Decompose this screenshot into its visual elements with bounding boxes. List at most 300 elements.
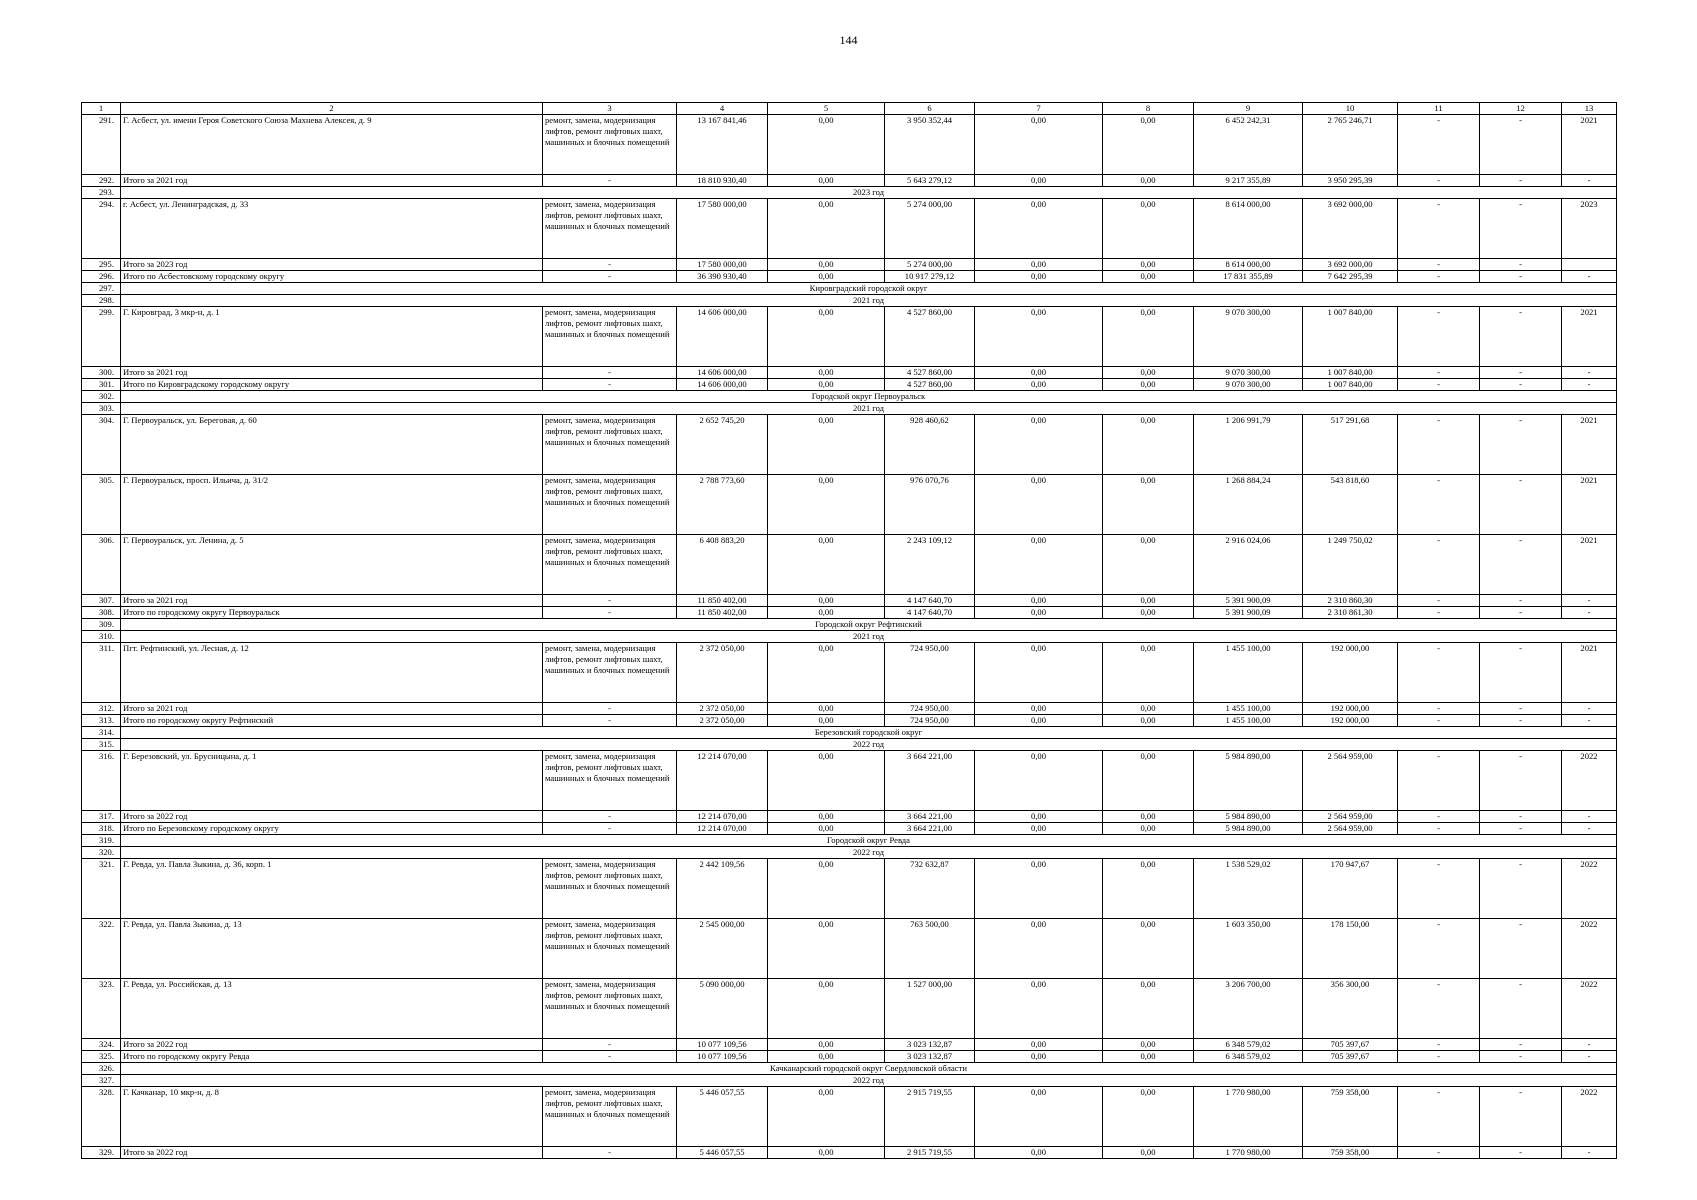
value-cell-c11: -	[1398, 919, 1480, 979]
work-type-cell: ремонт, замена, модернизация лифтов, ремонт лифтовых шахт, машинных и блочных помещений	[543, 859, 677, 919]
value-cell-c13: -	[1562, 175, 1617, 187]
value-cell-c11: -	[1398, 259, 1480, 271]
value-cell-c6: 724 950,00	[885, 715, 975, 727]
value-cell-c5: 0,00	[768, 979, 885, 1039]
value-cell-c9: 1 455 100,00	[1194, 715, 1303, 727]
value-cell-c4: 2 372 050,00	[677, 703, 768, 715]
value-cell-c12: -	[1480, 259, 1562, 271]
value-cell-c7: 0,00	[975, 367, 1103, 379]
value-cell-c4: 12 214 070,00	[677, 751, 768, 811]
value-cell-c11: -	[1398, 1087, 1480, 1147]
value-cell-c4: 14 606 000,00	[677, 379, 768, 391]
value-cell-c7: 0,00	[975, 199, 1103, 259]
work-type-cell: -	[543, 715, 677, 727]
col-header: 5	[768, 103, 885, 115]
value-cell-c10: 7 642 295,39	[1303, 271, 1398, 283]
value-cell-c6: 2 243 109,12	[885, 535, 975, 595]
value-cell-c5: 0,00	[768, 1039, 885, 1051]
work-type-cell: -	[543, 1147, 677, 1159]
section-row	[82, 835, 1617, 847]
value-cell-c8: 0,00	[1103, 475, 1194, 535]
value-cell-c10: 759 358,00	[1303, 1087, 1398, 1147]
section-row	[82, 187, 1617, 199]
value-cell-c11: -	[1398, 811, 1480, 823]
row-number: 312.	[82, 703, 121, 715]
value-cell-c8: 0,00	[1103, 823, 1194, 835]
value-cell-c5: 0,00	[768, 259, 885, 271]
table-row	[82, 199, 1617, 259]
value-cell-c4: 5 446 057,55	[677, 1147, 768, 1159]
total-label: Итого по Березовскому городскому округу	[121, 823, 543, 835]
row-number: 301.	[82, 379, 121, 391]
value-cell-c11: -	[1398, 1051, 1480, 1063]
section-row	[82, 403, 1617, 415]
row-number: 321.	[82, 859, 121, 919]
value-cell-c13: -	[1562, 715, 1617, 727]
address-cell: Г. Асбест, ул. имени Героя Советского Союза Махнева Алексея, д. 9	[121, 115, 543, 175]
value-cell-c13: -	[1562, 703, 1617, 715]
row-number: 314.	[82, 727, 121, 739]
table-row	[82, 751, 1617, 811]
total-label: Итого за 2021 год	[121, 175, 543, 187]
work-type-cell: -	[543, 175, 677, 187]
row-number: 297.	[82, 283, 121, 295]
value-cell-c4: 36 390 930,40	[677, 271, 768, 283]
value-cell-c12: -	[1480, 811, 1562, 823]
row-number: 313.	[82, 715, 121, 727]
total-row	[82, 271, 1617, 283]
total-row	[82, 175, 1617, 187]
address-cell: Г. Ревда, ул. Павла Зыкина, д. 36, корп. 1	[121, 859, 543, 919]
value-cell-c8: 0,00	[1103, 415, 1194, 475]
work-type-cell: ремонт, замена, модернизация лифтов, ремонт лифтовых шахт, машинных и блочных помещений	[543, 1087, 677, 1147]
value-cell-c6: 724 950,00	[885, 703, 975, 715]
table-row	[82, 1087, 1617, 1147]
value-cell-c12: -	[1480, 1087, 1562, 1147]
value-cell-c9: 5 391 900,09	[1194, 607, 1303, 619]
value-cell-c9: 1 603 350,00	[1194, 919, 1303, 979]
value-cell-c11: -	[1398, 199, 1480, 259]
row-number: 292.	[82, 175, 121, 187]
value-cell-c9: 5 984 890,00	[1194, 823, 1303, 835]
value-cell-c6: 3 664 221,00	[885, 811, 975, 823]
value-cell-c6: 4 527 860,00	[885, 367, 975, 379]
value-cell-c8: 0,00	[1103, 1039, 1194, 1051]
value-cell-c7: 0,00	[975, 175, 1103, 187]
section-title: Кировградский городской округ	[121, 283, 1617, 295]
value-cell-c13: 2022	[1562, 1087, 1617, 1147]
value-cell-c4: 6 408 883,20	[677, 535, 768, 595]
value-cell-c6: 4 527 860,00	[885, 307, 975, 367]
value-cell-c8: 0,00	[1103, 715, 1194, 727]
value-cell-c4: 18 810 930,40	[677, 175, 768, 187]
value-cell-c5: 0,00	[768, 115, 885, 175]
table-row	[82, 415, 1617, 475]
total-row	[82, 259, 1617, 271]
row-number: 298.	[82, 295, 121, 307]
value-cell-c13: 2022	[1562, 751, 1617, 811]
address-cell: Г. Качканар, 10 мкр-н, д. 8	[121, 1087, 543, 1147]
work-type-cell: ремонт, замена, модернизация лифтов, ремонт лифтовых шахт, машинных и блочных помещений	[543, 199, 677, 259]
col-header: 4	[677, 103, 768, 115]
row-number: 304.	[82, 415, 121, 475]
value-cell-c10: 3 692 000,00	[1303, 259, 1398, 271]
table-row	[82, 919, 1617, 979]
value-cell-c7: 0,00	[975, 1051, 1103, 1063]
value-cell-c12: -	[1480, 271, 1562, 283]
value-cell-c9: 9 217 355,89	[1194, 175, 1303, 187]
value-cell-c8: 0,00	[1103, 751, 1194, 811]
value-cell-c7: 0,00	[975, 643, 1103, 703]
row-number: 302.	[82, 391, 121, 403]
row-number: 327.	[82, 1075, 121, 1087]
value-cell-c11: -	[1398, 595, 1480, 607]
total-row	[82, 367, 1617, 379]
value-cell-c12: -	[1480, 703, 1562, 715]
value-cell-c8: 0,00	[1103, 859, 1194, 919]
value-cell-c9: 1 455 100,00	[1194, 643, 1303, 703]
value-cell-c9: 5 984 890,00	[1194, 811, 1303, 823]
value-cell-c5: 0,00	[768, 175, 885, 187]
value-cell-c8: 0,00	[1103, 1051, 1194, 1063]
value-cell-c9: 17 831 355,89	[1194, 271, 1303, 283]
table-row	[82, 115, 1617, 175]
section-row	[82, 295, 1617, 307]
value-cell-c4: 14 606 000,00	[677, 367, 768, 379]
work-type-cell: ремонт, замена, модернизация лифтов, ремонт лифтовых шахт, машинных и блочных помещений	[543, 751, 677, 811]
row-number: 295.	[82, 259, 121, 271]
value-cell-c8: 0,00	[1103, 919, 1194, 979]
value-cell-c6: 763 500,00	[885, 919, 975, 979]
section-title: 2021 год	[121, 403, 1617, 415]
work-type-cell: ремонт, замена, модернизация лифтов, ремонт лифтовых шахт, машинных и блочных помещений	[543, 115, 677, 175]
total-label: Итого за 2023 год	[121, 259, 543, 271]
value-cell-c13: 2021	[1562, 475, 1617, 535]
value-cell-c13: -	[1562, 1051, 1617, 1063]
value-cell-c13: 2021	[1562, 307, 1617, 367]
value-cell-c12: -	[1480, 379, 1562, 391]
value-cell-c9: 9 070 300,00	[1194, 307, 1303, 367]
col-header: 6	[885, 103, 975, 115]
total-label: Итого за 2022 год	[121, 1039, 543, 1051]
section-row	[82, 739, 1617, 751]
row-number: 303.	[82, 403, 121, 415]
value-cell-c12: -	[1480, 115, 1562, 175]
value-cell-c5: 0,00	[768, 415, 885, 475]
work-type-cell: -	[543, 703, 677, 715]
total-label: Итого по Асбестовскому городскому округу	[121, 271, 543, 283]
value-cell-c13: -	[1562, 811, 1617, 823]
value-cell-c8: 0,00	[1103, 307, 1194, 367]
col-header: 8	[1103, 103, 1194, 115]
value-cell-c8: 0,00	[1103, 175, 1194, 187]
value-cell-c11: -	[1398, 367, 1480, 379]
value-cell-c10: 1 007 840,00	[1303, 379, 1398, 391]
section-row	[82, 1075, 1617, 1087]
section-title: 2023 год	[121, 187, 1617, 199]
value-cell-c9: 1 206 991,79	[1194, 415, 1303, 475]
value-cell-c11: -	[1398, 715, 1480, 727]
value-cell-c11: -	[1398, 115, 1480, 175]
total-row	[82, 823, 1617, 835]
section-row	[82, 391, 1617, 403]
total-label: Итого по городскому округу Ревда	[121, 1051, 543, 1063]
value-cell-c4: 17 580 000,00	[677, 199, 768, 259]
value-cell-c8: 0,00	[1103, 535, 1194, 595]
work-type-cell: ремонт, замена, модернизация лифтов, ремонт лифтовых шахт, машинных и блочных помещений	[543, 415, 677, 475]
value-cell-c6: 3 664 221,00	[885, 823, 975, 835]
total-label: Итого по Кировградскому городскому округу	[121, 379, 543, 391]
row-number: 293.	[82, 187, 121, 199]
value-cell-c7: 0,00	[975, 715, 1103, 727]
value-cell-c5: 0,00	[768, 1087, 885, 1147]
work-type-cell: -	[543, 271, 677, 283]
value-cell-c9: 1 268 884,24	[1194, 475, 1303, 535]
value-cell-c13: -	[1562, 379, 1617, 391]
total-row	[82, 607, 1617, 619]
value-cell-c5: 0,00	[768, 1147, 885, 1159]
total-row	[82, 715, 1617, 727]
address-cell: Г. Ревда, ул. Павла Зыкина, д. 13	[121, 919, 543, 979]
value-cell-c6: 732 632,87	[885, 859, 975, 919]
value-cell-c6: 976 070,76	[885, 475, 975, 535]
value-cell-c13: -	[1562, 1039, 1617, 1051]
value-cell-c5: 0,00	[768, 715, 885, 727]
row-number: 309.	[82, 619, 121, 631]
work-type-cell: ремонт, замена, модернизация лифтов, ремонт лифтовых шахт, машинных и блочных помещений	[543, 307, 677, 367]
value-cell-c12: -	[1480, 979, 1562, 1039]
value-cell-c5: 0,00	[768, 703, 885, 715]
value-cell-c10: 192 000,00	[1303, 715, 1398, 727]
value-cell-c13: -	[1562, 607, 1617, 619]
work-type-cell: ремонт, замена, модернизация лифтов, ремонт лифтовых шахт, машинных и блочных помещений	[543, 919, 677, 979]
address-cell: г. Асбест, ул. Ленинградская, д. 33	[121, 199, 543, 259]
value-cell-c12: -	[1480, 1147, 1562, 1159]
table-body	[82, 103, 1617, 1159]
value-cell-c13: -	[1562, 595, 1617, 607]
address-cell: Г. Кировград, 3 мкр-н, д. 1	[121, 307, 543, 367]
value-cell-c11: -	[1398, 859, 1480, 919]
total-row	[82, 703, 1617, 715]
value-cell-c7: 0,00	[975, 115, 1103, 175]
col-header: 11	[1398, 103, 1480, 115]
value-cell-c12: -	[1480, 751, 1562, 811]
value-cell-c8: 0,00	[1103, 1087, 1194, 1147]
value-cell-c7: 0,00	[975, 535, 1103, 595]
value-cell-c4: 2 652 745,20	[677, 415, 768, 475]
value-cell-c11: -	[1398, 823, 1480, 835]
value-cell-c8: 0,00	[1103, 271, 1194, 283]
value-cell-c6: 4 147 640,70	[885, 607, 975, 619]
value-cell-c13: 2021	[1562, 415, 1617, 475]
value-cell-c10: 705 397,67	[1303, 1039, 1398, 1051]
value-cell-c7: 0,00	[975, 607, 1103, 619]
value-cell-c5: 0,00	[768, 307, 885, 367]
value-cell-c7: 0,00	[975, 823, 1103, 835]
row-number: 294.	[82, 199, 121, 259]
value-cell-c8: 0,00	[1103, 703, 1194, 715]
value-cell-c11: -	[1398, 475, 1480, 535]
value-cell-c12: -	[1480, 919, 1562, 979]
section-title: 2022 год	[121, 847, 1617, 859]
value-cell-c12: -	[1480, 643, 1562, 703]
value-cell-c9: 1 770 980,00	[1194, 1147, 1303, 1159]
value-cell-c10: 192 000,00	[1303, 643, 1398, 703]
value-cell-c10: 2 564 959,00	[1303, 823, 1398, 835]
value-cell-c4: 2 372 050,00	[677, 643, 768, 703]
col-header: 7	[975, 103, 1103, 115]
total-label: Итого за 2021 год	[121, 595, 543, 607]
value-cell-c4: 2 372 050,00	[677, 715, 768, 727]
value-cell-c10: 517 291,68	[1303, 415, 1398, 475]
value-cell-c8: 0,00	[1103, 379, 1194, 391]
row-number: 329.	[82, 1147, 121, 1159]
value-cell-c11: -	[1398, 751, 1480, 811]
value-cell-c5: 0,00	[768, 367, 885, 379]
value-cell-c10: 1 007 840,00	[1303, 367, 1398, 379]
value-cell-c6: 3 023 132,87	[885, 1039, 975, 1051]
section-row	[82, 727, 1617, 739]
col-header: 2	[121, 103, 543, 115]
value-cell-c7: 0,00	[975, 1087, 1103, 1147]
address-cell: Г. Первоуральск, ул. Береговая, д. 60	[121, 415, 543, 475]
section-row	[82, 631, 1617, 643]
value-cell-c11: -	[1398, 307, 1480, 367]
address-cell: Г. Первоуральск, ул. Ленина, д. 5	[121, 535, 543, 595]
value-cell-c13: 2023	[1562, 199, 1617, 259]
value-cell-c6: 2 915 719,55	[885, 1087, 975, 1147]
value-cell-c5: 0,00	[768, 595, 885, 607]
section-row	[82, 283, 1617, 295]
value-cell-c5: 0,00	[768, 859, 885, 919]
row-number: 315.	[82, 739, 121, 751]
total-row	[82, 811, 1617, 823]
value-cell-c10: 178 150,00	[1303, 919, 1398, 979]
section-title: 2021 год	[121, 631, 1617, 643]
value-cell-c13: -	[1562, 271, 1617, 283]
value-cell-c6: 5 274 000,00	[885, 259, 975, 271]
value-cell-c6: 4 147 640,70	[885, 595, 975, 607]
value-cell-c8: 0,00	[1103, 199, 1194, 259]
value-cell-c12: -	[1480, 595, 1562, 607]
section-title: 2022 год	[121, 1075, 1617, 1087]
value-cell-c12: -	[1480, 199, 1562, 259]
row-number: 291.	[82, 115, 121, 175]
table-row	[82, 475, 1617, 535]
value-cell-c4: 11 850 402,00	[677, 607, 768, 619]
work-type-cell: ремонт, замена, модернизация лифтов, ремонт лифтовых шахт, машинных и блочных помещений	[543, 979, 677, 1039]
value-cell-c8: 0,00	[1103, 595, 1194, 607]
value-cell-c13: 2021	[1562, 115, 1617, 175]
work-type-cell: -	[543, 1039, 677, 1051]
value-cell-c8: 0,00	[1103, 643, 1194, 703]
row-number: 299.	[82, 307, 121, 367]
value-cell-c12: -	[1480, 1039, 1562, 1051]
address-cell: Г. Первоуральск, просп. Ильича, д. 31/2	[121, 475, 543, 535]
total-label: Итого за 2022 год	[121, 1147, 543, 1159]
row-number: 310.	[82, 631, 121, 643]
value-cell-c10: 2 564 959,00	[1303, 751, 1398, 811]
table-row	[82, 859, 1617, 919]
value-cell-c5: 0,00	[768, 271, 885, 283]
value-cell-c12: -	[1480, 859, 1562, 919]
value-cell-c12: -	[1480, 1051, 1562, 1063]
col-header: 12	[1480, 103, 1562, 115]
value-cell-c4: 10 077 109,56	[677, 1051, 768, 1063]
value-cell-c11: -	[1398, 535, 1480, 595]
value-cell-c10: 705 397,67	[1303, 1051, 1398, 1063]
work-type-cell: ремонт, замена, модернизация лифтов, ремонт лифтовых шахт, машинных и блочных помещений	[543, 643, 677, 703]
total-row	[82, 595, 1617, 607]
work-type-cell: -	[543, 823, 677, 835]
value-cell-c7: 0,00	[975, 751, 1103, 811]
value-cell-c7: 0,00	[975, 259, 1103, 271]
value-cell-c6: 3 023 132,87	[885, 1051, 975, 1063]
value-cell-c5: 0,00	[768, 475, 885, 535]
page-number: 144	[839, 33, 858, 47]
value-cell-c4: 5 446 057,55	[677, 1087, 768, 1147]
value-cell-c7: 0,00	[975, 475, 1103, 535]
value-cell-c11: -	[1398, 643, 1480, 703]
value-cell-c4: 2 545 000,00	[677, 919, 768, 979]
value-cell-c13: 2021	[1562, 643, 1617, 703]
value-cell-c13: 2022	[1562, 859, 1617, 919]
value-cell-c10: 3 950 295,39	[1303, 175, 1398, 187]
section-title: Городской округ Ревда	[121, 835, 1617, 847]
value-cell-c13: -	[1562, 823, 1617, 835]
value-cell-c10: 543 818,60	[1303, 475, 1398, 535]
value-cell-c4: 12 214 070,00	[677, 823, 768, 835]
value-cell-c11: -	[1398, 379, 1480, 391]
value-cell-c13: 2021	[1562, 535, 1617, 595]
col-header: 9	[1194, 103, 1303, 115]
value-cell-c7: 0,00	[975, 979, 1103, 1039]
value-cell-c8: 0,00	[1103, 1147, 1194, 1159]
value-cell-c7: 0,00	[975, 1147, 1103, 1159]
value-cell-c11: -	[1398, 415, 1480, 475]
value-cell-c13	[1562, 259, 1617, 271]
value-cell-c4: 12 214 070,00	[677, 811, 768, 823]
value-cell-c8: 0,00	[1103, 259, 1194, 271]
value-cell-c12: -	[1480, 535, 1562, 595]
work-type-cell: ремонт, замена, модернизация лифтов, ремонт лифтовых шахт, машинных и блочных помещений	[543, 535, 677, 595]
value-cell-c13: 2022	[1562, 979, 1617, 1039]
value-cell-c12: -	[1480, 607, 1562, 619]
value-cell-c9: 6 452 242,31	[1194, 115, 1303, 175]
total-row	[82, 1051, 1617, 1063]
value-cell-c6: 3 664 221,00	[885, 751, 975, 811]
row-number: 307.	[82, 595, 121, 607]
total-row	[82, 379, 1617, 391]
value-cell-c5: 0,00	[768, 379, 885, 391]
work-type-cell: -	[543, 1051, 677, 1063]
value-cell-c7: 0,00	[975, 271, 1103, 283]
address-cell: Пгт. Рефтинский, ул. Лесная, д. 12	[121, 643, 543, 703]
value-cell-c9: 8 614 000,00	[1194, 259, 1303, 271]
value-cell-c12: -	[1480, 715, 1562, 727]
value-cell-c5: 0,00	[768, 823, 885, 835]
value-cell-c6: 4 527 860,00	[885, 379, 975, 391]
value-cell-c4: 14 606 000,00	[677, 307, 768, 367]
value-cell-c4: 10 077 109,56	[677, 1039, 768, 1051]
value-cell-c9: 5 984 890,00	[1194, 751, 1303, 811]
value-cell-c11: -	[1398, 175, 1480, 187]
value-cell-c10: 759 358,00	[1303, 1147, 1398, 1159]
row-number: 316.	[82, 751, 121, 811]
work-type-cell: -	[543, 607, 677, 619]
value-cell-c6: 10 917 279,12	[885, 271, 975, 283]
row-number: 305.	[82, 475, 121, 535]
